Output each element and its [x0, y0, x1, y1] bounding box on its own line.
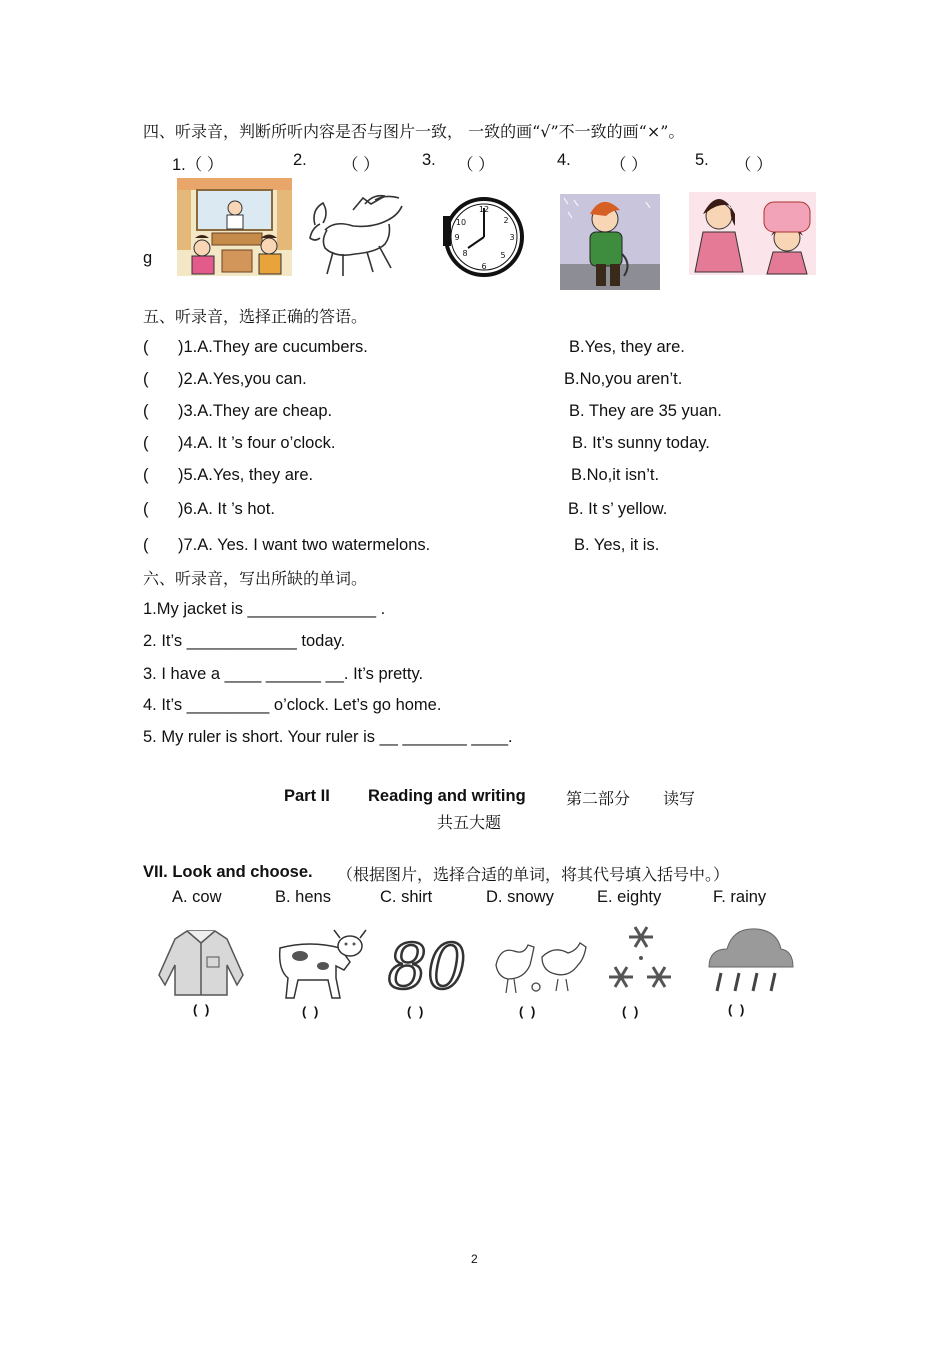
choice-row-6-bracket: ( [143, 500, 149, 518]
choice-row-1-a: )1.A.They are cucumbers. [178, 338, 368, 356]
label-2: 2. [293, 151, 307, 169]
option-d: D. snowy [486, 888, 554, 906]
svg-text:12: 12 [478, 205, 490, 214]
paren-5: （ ） [735, 156, 773, 174]
paren-2: （ ） [342, 156, 380, 174]
choice-row-3-a: )3.A.They are cheap. [178, 402, 333, 420]
choice-row-2-bracket: ( [143, 370, 149, 388]
option-e: E. eighty [597, 888, 662, 906]
part2-label: Part II [284, 787, 330, 805]
boy-picture [560, 194, 660, 290]
fill-line-1: 1.My jacket is ______________ . [143, 600, 386, 618]
label-4: 4. [557, 151, 571, 169]
answer-paren-5[interactable]: ( ) [622, 1004, 641, 1019]
answer-1: 1.（ ） [172, 156, 224, 174]
eighty-picture [387, 922, 467, 1003]
svg-text:10: 10 [455, 218, 467, 227]
answer-paren-2[interactable]: ( ) [302, 1004, 321, 1019]
choice-row-1-b: B.Yes, they are. [569, 338, 685, 356]
svg-text:5: 5 [500, 251, 506, 260]
svg-text:8: 8 [462, 249, 468, 258]
choice-row-5-b: B.No,it isn’t. [571, 466, 660, 484]
answer-paren-6[interactable]: ( ) [728, 1002, 747, 1017]
section7-instruction: （根据图片，选择合适的单词，将其代号填入括号中。） [337, 865, 730, 884]
label-3: 3. [422, 151, 436, 169]
choice-row-6-a: )6.A. It ’s hot. [178, 500, 275, 518]
fill-line-5: 5. My ruler is short. Your ruler is __ _______ ____. [143, 728, 513, 746]
fill-line-3: 3. I have a ____ ______ __. It’s pretty. [143, 665, 424, 683]
answer-paren-4[interactable]: ( ) [519, 1004, 538, 1019]
choice-row-6-b: B. It s’ yellow. [568, 500, 668, 518]
label-5: 5. [695, 151, 709, 169]
stray-letter: g [143, 249, 153, 267]
choice-row-4-b: B. It’s sunny today. [572, 434, 710, 452]
part2-title-cn-2: 读写 [663, 789, 696, 808]
svg-text:9: 9 [454, 233, 460, 242]
girls-picture [689, 192, 816, 275]
choice-row-4-a: )4.A. It ’s four o’clock. [178, 434, 336, 452]
goats-picture [305, 190, 408, 278]
page-number: 2 [471, 1252, 478, 1266]
answer-paren-3[interactable]: ( ) [407, 1004, 426, 1019]
section6-heading: 六、听录音，写出所缺的单词。 [143, 569, 368, 588]
choice-row-3-bracket: ( [143, 402, 149, 420]
paren-3: （ ） [457, 156, 495, 174]
answer-paren-1[interactable]: ( ) [193, 1002, 212, 1017]
part2-subtitle: 共五大题 [437, 813, 502, 832]
section7-heading: VII. Look and choose. [143, 863, 313, 881]
option-a: A. cow [172, 888, 222, 906]
option-f: F. rainy [713, 888, 767, 906]
option-b: B. hens [275, 888, 331, 906]
cow-picture [268, 926, 373, 1000]
choice-row-1-bracket: ( [143, 338, 149, 356]
fill-line-2: 2. It’s ____________ today. [143, 632, 346, 650]
classroom-picture [177, 178, 292, 276]
section4-heading: 四、听录音，判断所听内容是否与图片一致， 一致的画“√”不一致的画“×”。 [143, 122, 685, 141]
choice-row-2-b: B.No,you aren’t. [564, 370, 683, 388]
part2-title-cn: 第二部分 [566, 789, 631, 808]
snowflakes-picture [605, 922, 675, 997]
svg-text:3: 3 [509, 233, 515, 242]
choice-row-5-bracket: ( [143, 466, 149, 484]
hens-picture [488, 935, 590, 997]
part2-title: Reading and writing [368, 787, 526, 805]
choice-row-7-b: B. Yes, it is. [574, 536, 660, 554]
choice-row-2-a: )2.A.Yes,you can. [178, 370, 307, 388]
choice-row-5-a: )5.A.Yes, they are. [178, 466, 314, 484]
choice-row-7-a: )7.A. Yes. I want two watermelons. [178, 536, 431, 554]
choice-row-4-bracket: ( [143, 434, 149, 452]
option-c: C. shirt [380, 888, 433, 906]
rain-cloud-picture [705, 925, 795, 995]
section5-heading: 五、听录音，选择正确的答语。 [143, 307, 368, 326]
shirt-picture [152, 925, 250, 999]
svg-text:6: 6 [481, 262, 487, 271]
fill-line-4: 4. It’s _________ o’clock. Let’s go home. [143, 696, 442, 714]
choice-row-3-b: B. They are 35 yuan. [569, 402, 722, 420]
clock-picture [443, 196, 525, 278]
choice-row-7-bracket: ( [143, 536, 149, 554]
paren-4: （ ） [610, 156, 648, 174]
eighty-numeral: 80 [387, 930, 467, 1003]
svg-text:2: 2 [503, 216, 509, 225]
